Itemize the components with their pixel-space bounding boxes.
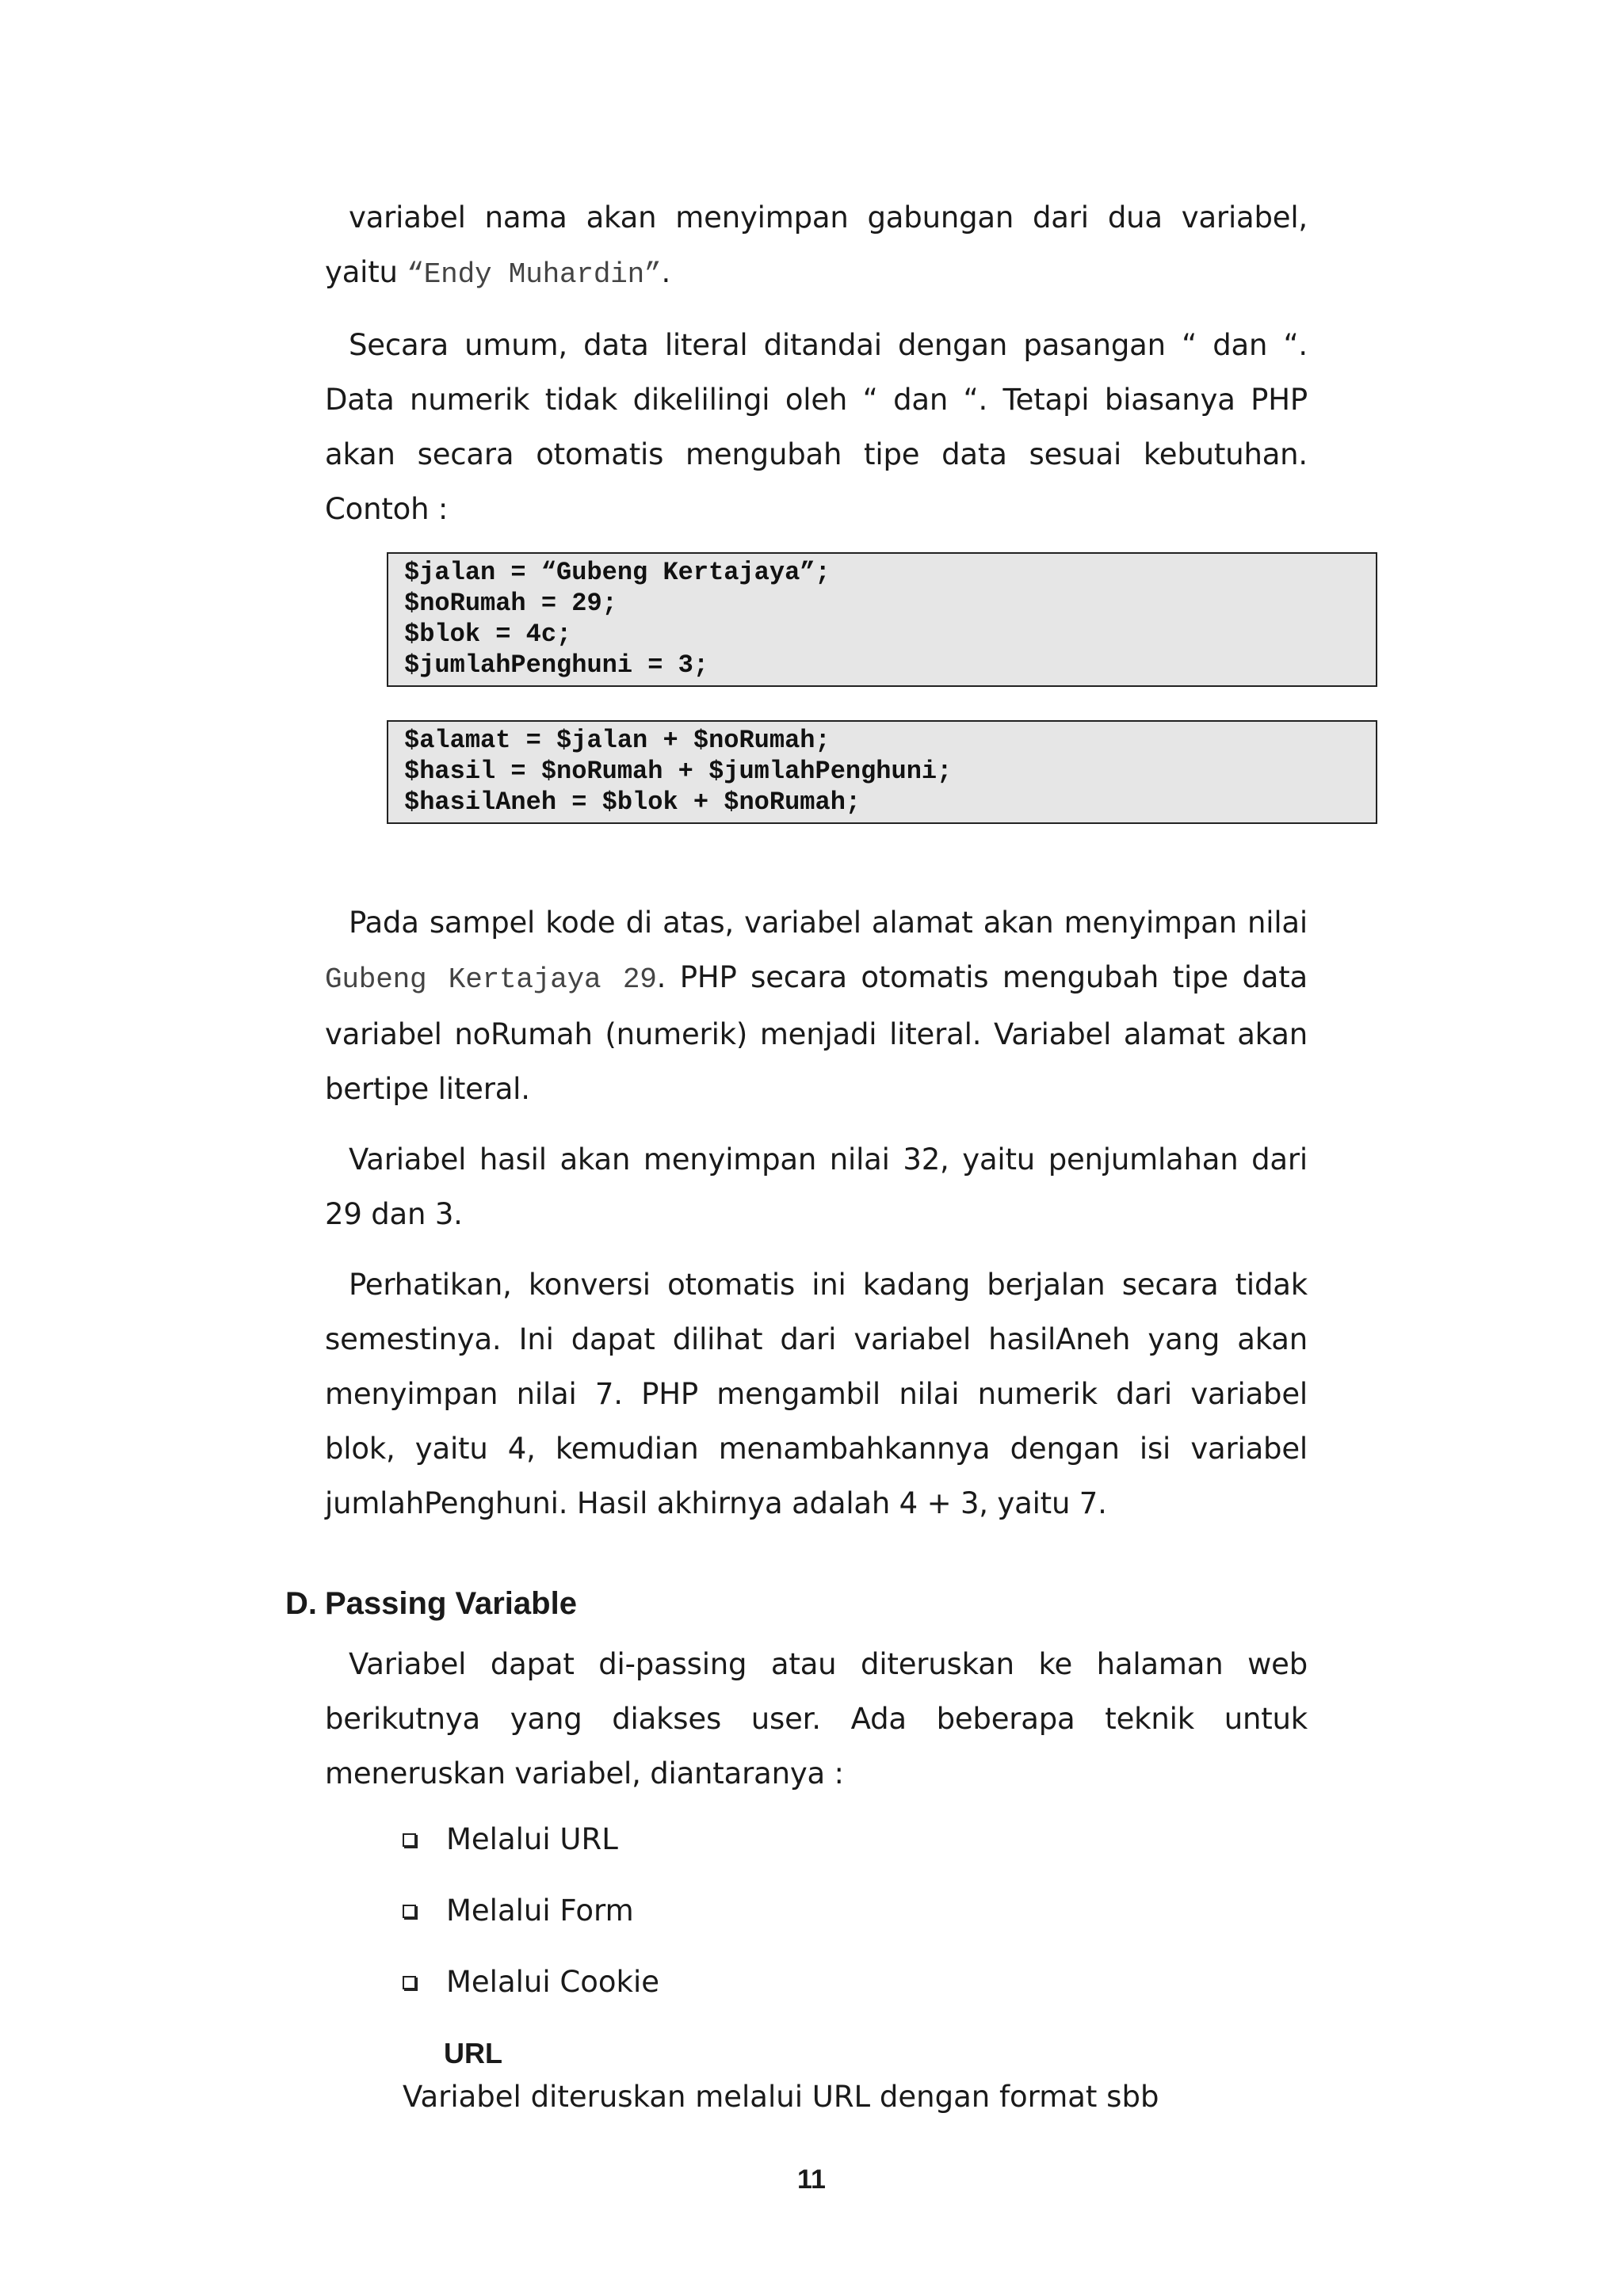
checkbox-bullet-icon bbox=[403, 1905, 416, 1918]
code-line: $hasil = $noRumah + $jumlahPenghuni; bbox=[404, 757, 953, 786]
subheading-url: URL bbox=[444, 2037, 502, 2069]
list-item bbox=[398, 1891, 1308, 1931]
paragraph-4: Variabel hasil akan menyimpan nilai 32, yaitu penjumlahan dari 29 dan 3. bbox=[325, 1142, 1308, 1231]
page-number: 11 bbox=[797, 2164, 826, 2195]
code-line: $hasilAneh = $blok + $noRumah; bbox=[404, 788, 861, 817]
paragraph-3-end: . PHP secara otomatis mengubah tipe data variabel noRumah (numerik) menjadi literal. Variabel alamat akan bertipe literal. bbox=[325, 960, 1308, 1106]
paragraph-5: Perhatikan, konversi otomatis ini kadang berjalan secara tidak semestinya. Ini dapat dilihat dari variabel hasilAneh yang akan menyimpan nilai 7. PHP mengambil nilai numerik dari variabel blok, yaitu 4, kemudian menambahkannya dengan isi variabel jumlahPenghuni. Hasil akhirnya adalah 4 + 3, yaitu 7. bbox=[325, 1268, 1308, 1520]
section-letter: D. bbox=[285, 1586, 317, 1621]
paragraph-1-text: variabel nama akan menyimpan gabungan dari dua variabel, yaitu bbox=[325, 200, 1308, 289]
page-content bbox=[285, 190, 1308, 2121]
paragraph-3-code: Gubeng Kertajaya 29 bbox=[325, 963, 657, 996]
section-heading bbox=[285, 1581, 1308, 1626]
code-line: $jalan = “Gubeng Kertajaya”; bbox=[404, 558, 831, 587]
section-title: Passing Variable bbox=[325, 1586, 577, 1621]
code-block-1 bbox=[387, 552, 1377, 687]
code-line: $alamat = $jalan + $noRumah; bbox=[404, 726, 831, 755]
code-line: $jumlahPenghuni = 3; bbox=[404, 650, 709, 680]
paragraph-6: Variabel dapat di-passing atau diteruskan ke halaman web berikutnya yang diakses user. Ada beberapa teknik untuk meneruskan variabel, diantaranya : bbox=[325, 1647, 1308, 1791]
paragraph-1 bbox=[325, 190, 1308, 302]
list-item-label: Melalui URL bbox=[446, 1822, 618, 1856]
paragraph-1-end: . bbox=[661, 255, 670, 289]
code-line: $noRumah = 29; bbox=[404, 589, 617, 618]
list-item-label: Melalui Cookie bbox=[446, 1965, 659, 1999]
checkbox-bullet-icon bbox=[403, 1833, 416, 1847]
list-item bbox=[398, 1962, 1308, 2002]
code-block-2 bbox=[387, 720, 1377, 824]
paragraph-3 bbox=[325, 895, 1308, 1116]
checkbox-bullet-icon bbox=[403, 1976, 416, 1989]
code-line: $blok = 4c; bbox=[404, 620, 572, 649]
paragraph-1-code: “Endy Muhardin” bbox=[407, 258, 662, 291]
url-description: Variabel diteruskan melalui URL dengan format sbb bbox=[403, 2080, 1159, 2114]
list-item bbox=[398, 1820, 1308, 1859]
list-item-label: Melalui Form bbox=[446, 1894, 634, 1928]
paragraph-2: Secara umum, data literal ditandai dengan pasangan “ dan “. Data numerik tidak dikelilingi oleh “ dan “. Tetapi biasanya PHP akan secara otomatis mengubah tipe data sesuai kebutuhan. Contoh : bbox=[325, 328, 1308, 526]
bullet-list bbox=[398, 1820, 1308, 2002]
paragraph-3-text: Pada sampel kode di atas, variabel alamat akan menyimpan nilai bbox=[349, 906, 1308, 940]
